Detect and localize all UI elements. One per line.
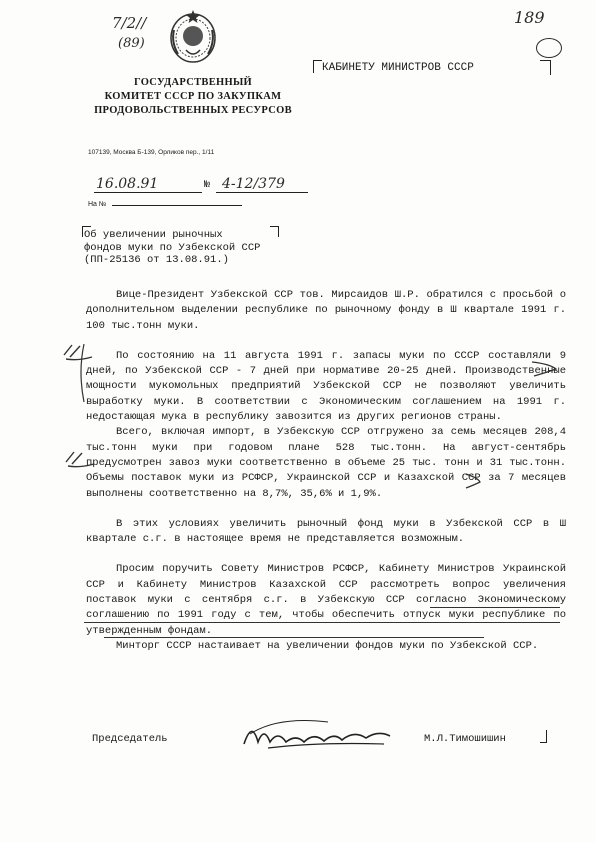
paragraph-1: Вице-Президент Узбекской ССР тов. Мирсаидов Ш.Р. обратился с просьбой о дополнительном выделении республике по рыночному фонду в Ш квартале 1991 г. 100 тыс.тонн муки. [86,289,566,332]
org-header [78,76,308,118]
date-underline [94,192,202,193]
archive-mark: 7/2// [112,14,147,32]
signatory-title: Председатель [92,733,168,745]
subject-block [84,229,260,267]
margin-arrow-mark-2 [462,470,484,490]
number-underline [216,192,308,193]
subject-line-3: (ПП-25136 от 13.08.91.) [84,254,229,266]
na-reference [88,201,242,208]
paragraph-5: Просим поручить Совету Министров РСФСР, Кабинету Министров Украинской ССР и Кабинету Министров Казахской ССР рассмотреть вопрос увеличения поставок муки с сентября с.г. в Узбекскую ССР согласно Экономическому соглашению по 1991 году с тем, чтобы обеспечить отпуск муки республике по утвержденным фондам. [86,563,566,637]
margin-arrow-mark-1 [530,358,560,380]
handwritten-circle [536,38,562,58]
page-number: 189 [514,8,545,27]
margin-check-mark-2 [64,450,98,470]
addressee: КАБИНЕТУ МИНИСТРОВ СССР [322,62,474,74]
addressee-bracket-right [540,60,551,75]
org-address: 107139, Москва Б-139, Орликов пер., 1/11 [88,149,215,156]
signatory-name: М.Л.Тимошишин [424,733,506,745]
org-line-1: ГОСУДАРСТВЕННЫЙ [133,77,253,88]
highlight-underline-2 [84,622,560,623]
document-date: 16.08.91 [96,176,159,192]
margin-bracket-mark [76,342,86,404]
letter-body [86,288,566,669]
org-line-2: КОМИТЕТ СССР ПО ЗАКУПКАМ [104,91,282,102]
document-number: 4-12/379 [222,176,285,192]
handwritten-signature [238,712,398,758]
subject-line-1: Об увеличении рыночных [84,229,223,241]
na-underline [112,205,242,206]
ussr-emblem-icon [166,6,220,66]
highlight-underline-1 [430,607,560,608]
addressee-bracket [313,60,322,73]
paragraph-4: В этих условиях увеличить рыночный фонд муки в Узбекской ССР в Ш квартале с.г. в настоящее время не представляется возможным. [86,517,566,546]
paragraph-3: Всего, включая импорт, в Узбекскую ССР отгружено за семь месяцев 208,4 тыс.тонн муки при годовом плане 528 тыс.тонн. На август-сентябрь предусмотрен завоз муки соответственно в объеме 25 тыс. тонн и 31 тыс.тонн. Объемы поставок муки из РСФСР, Украинской ССР и Казахской ССР за 7 месяцев выполнены соответственно на 8,7%, 35,6% и 1,9%. [86,426,566,500]
archive-sub-mark: (89) [118,36,145,51]
number-label: № [204,180,211,191]
date-number-line [88,176,308,196]
paragraph-2: По состоянию на 11 августа 1991 г. запасы муки по СССР составляли 9 дней, по Узбекской ССР - 7 дней при нормативе 20-25 дней. Производственные мощности мукомольных предприятий Узбекской ССР не позволяют увеличить выработку муки. В соответствии с Экономическим соглашением на 1991 г. недостающая мука в республику завозится из других регионов страны. [86,349,566,424]
subject-line-2: фондов муки по Узбекской ССР [84,241,261,254]
paragraph-6: Минторг СССР настаивает на увеличении фондов муки по Узбекской ССР. [116,639,539,652]
signature-bracket [540,730,547,743]
org-line-3: ПРОДОВОЛЬСТВЕННЫХ РЕСУРСОВ [94,105,292,116]
na-label: На № [88,201,107,208]
subject-bracket-right [270,226,279,237]
highlight-underline-3 [104,637,484,638]
